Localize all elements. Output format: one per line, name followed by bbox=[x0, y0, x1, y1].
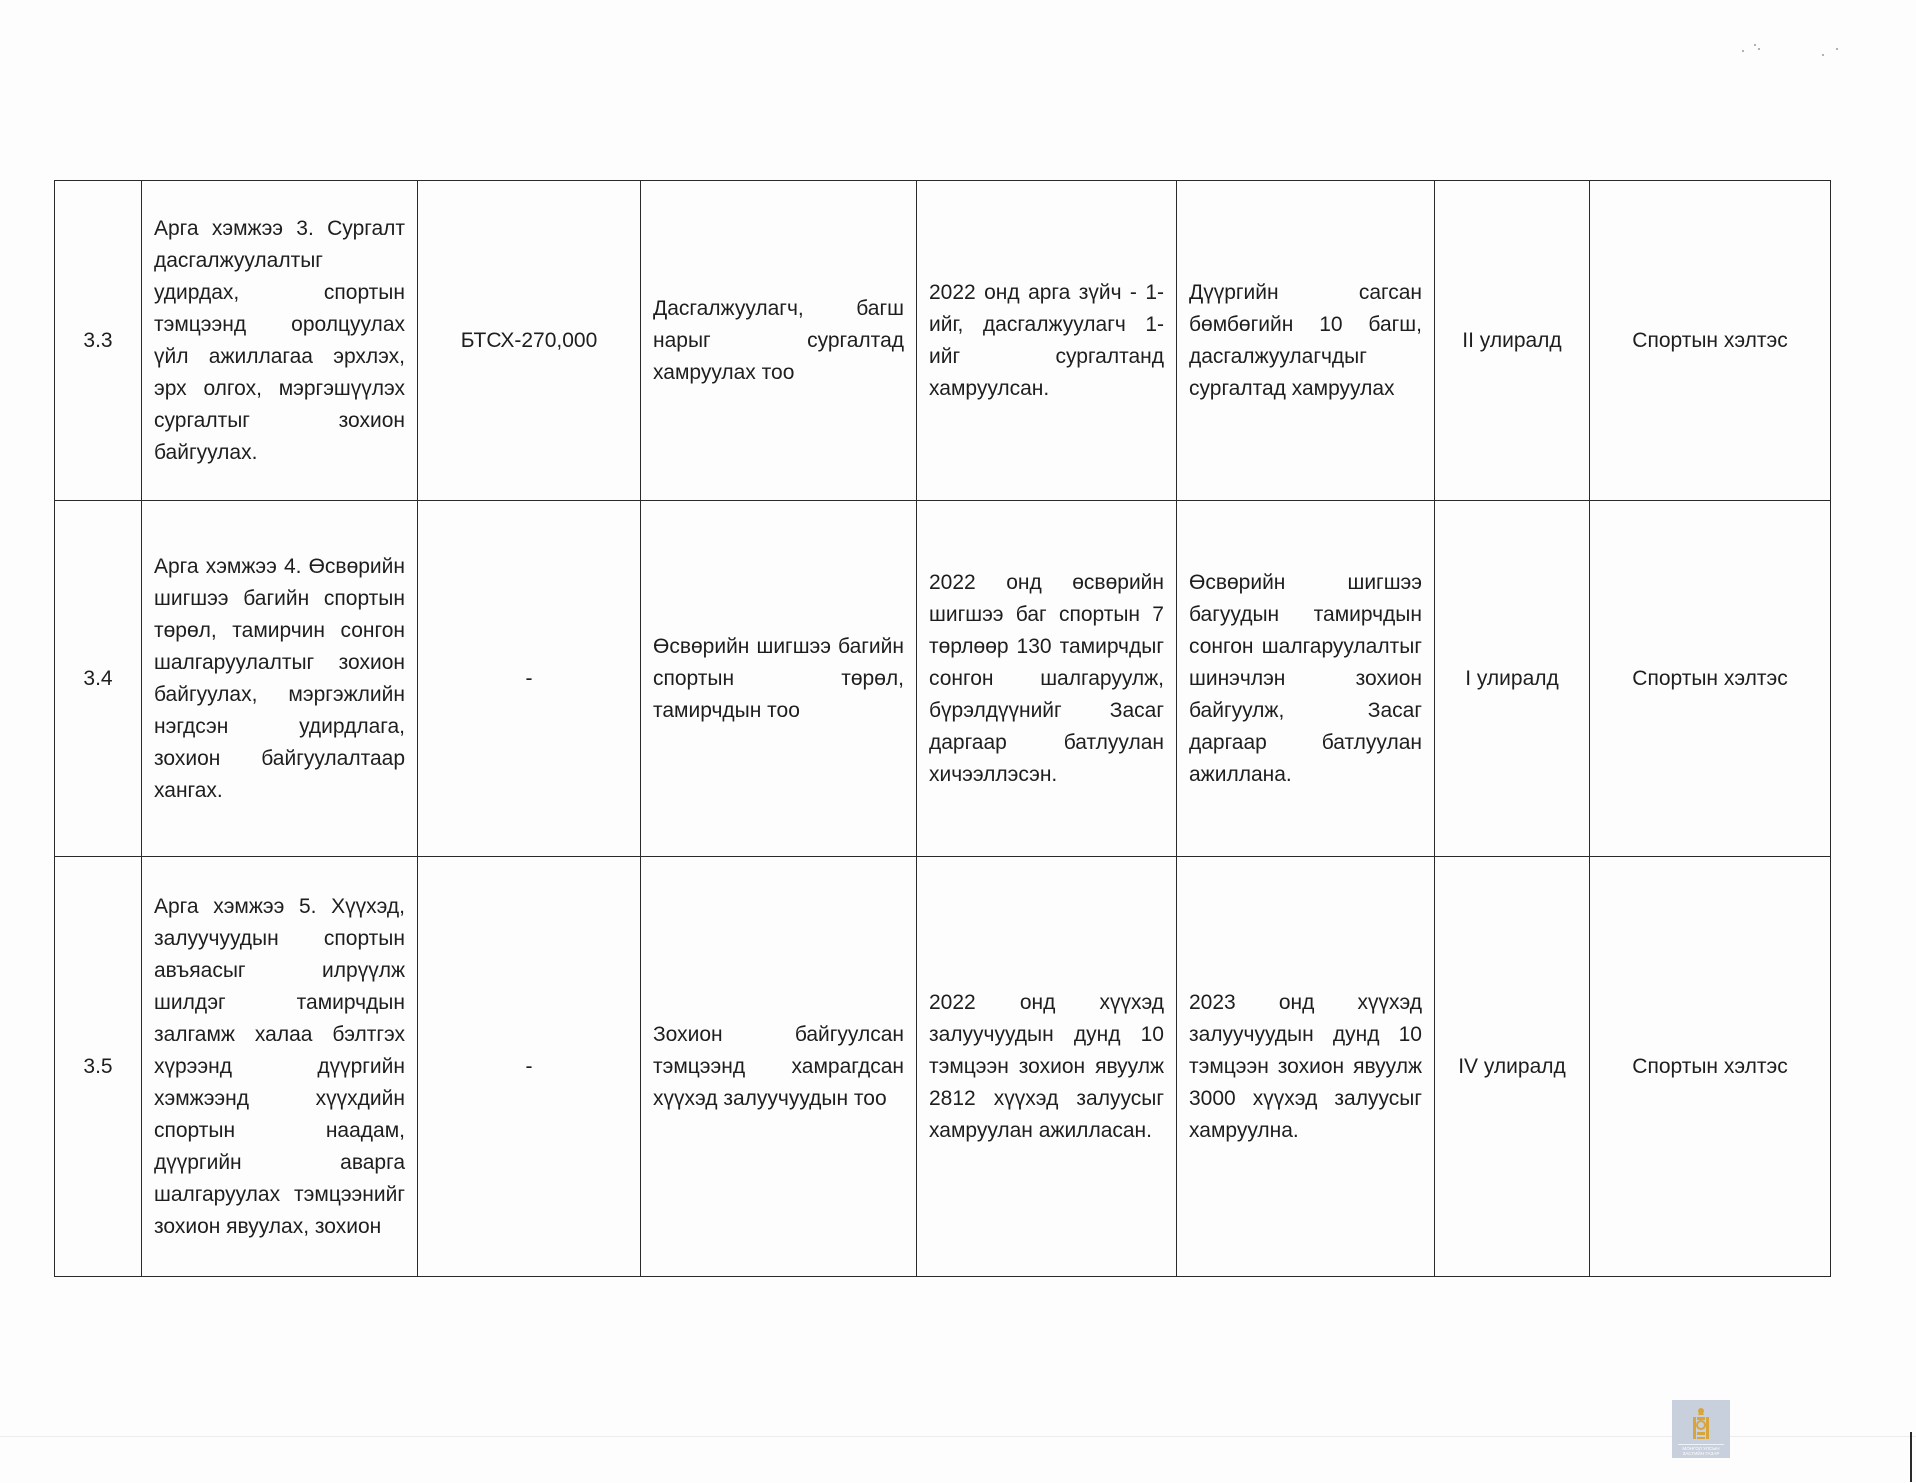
budget-cell: БТСХ-270,000 bbox=[418, 181, 641, 501]
indicator-text: Зохион байгуулсан тэмцээнд хамрагдсан хүүхэд залуучуудын тоо bbox=[653, 1022, 904, 1110]
measure-cell bbox=[142, 501, 418, 857]
baseline-cell bbox=[917, 181, 1177, 501]
quarter-cell: II улиралд bbox=[1435, 181, 1590, 501]
measure-text: Арга хэмжээ 4. Өсвөрийн шигшээ багийн спортын төрөл, тамирчин сонгон шалгаруулалтыг зохион байгуулах, мэргэжлийн нэгдсэн удирдлага, зохион байгуулалтаар хангах. bbox=[154, 554, 405, 802]
budget-cell: - bbox=[418, 501, 641, 857]
scan-specks bbox=[1736, 38, 1856, 68]
target-text: Дүүргийн сагсан бөмбөгийн 10 багш, дасгалжуулагчдыг сургалтад хамруулах bbox=[1189, 280, 1422, 400]
measure-text: Арга хэмжээ 3. Сургалт дасгалжуулалтыг удирдах, спортын тэмцээнд оролцуулах үйл ажиллагаа эрхлэх, эрх олгох, мэргэшүүлэх сургалтыг зохион байгуулах. bbox=[154, 216, 405, 464]
measure-text: Арга хэмжээ 5. Хүүхэд, залуучуудын спортын авъяасыг илрүүлж шилдэг тамирчдын залгамж халаа бэлтгэх хүрээнд дүүргийн хэмжээнд хүүхдийн спортын наадам, дүүргийн аварга шалгаруулах тэмцээнийг зохион явуулах, зохион bbox=[154, 894, 405, 1238]
baseline-cell bbox=[917, 857, 1177, 1277]
soyombo-emblem-icon bbox=[1672, 1400, 1730, 1458]
baseline-text: 2022 онд хүүхэд залуучуудын дунд 10 тэмцээн зохион явуулж 2812 хүүхэд залуусыг хамруулан ажилласан. bbox=[929, 990, 1164, 1142]
indicator-text: Дасгалжуулагч, багш нарыг сургалтад хамруулах тоо bbox=[653, 296, 904, 384]
scan-speck bbox=[1836, 48, 1838, 50]
row-number: 3.5 bbox=[55, 857, 142, 1277]
scan-speck bbox=[1742, 50, 1744, 52]
measure-cell bbox=[142, 181, 418, 501]
measure-cell bbox=[142, 857, 418, 1277]
table-row bbox=[55, 501, 1831, 857]
row-number: 3.4 bbox=[55, 501, 142, 857]
quarter-cell: I улиралд bbox=[1435, 501, 1590, 857]
table-row bbox=[55, 181, 1831, 501]
scan-edge-mark bbox=[1910, 1432, 1912, 1482]
responsible-cell: Спортын хэлтэс bbox=[1590, 501, 1831, 857]
responsible-cell: Спортын хэлтэс bbox=[1590, 181, 1831, 501]
scan-speck bbox=[1758, 48, 1760, 50]
baseline-text: 2022 онд өсвөрийн шигшээ баг спортын 7 төрлөөр 130 тамирчдыг сонгон шалгаруулж, бүрэлдүүнийг Засаг даргаар батлуулан хичээллэсэн. bbox=[929, 570, 1164, 786]
indicator-text: Өсвөрийн шигшээ багийн спортын төрөл, тамирчдын тоо bbox=[653, 634, 904, 722]
seal-caption-line2: ЗАСГИЙН ГАЗАР bbox=[1682, 1451, 1720, 1456]
action-plan-table bbox=[54, 180, 1831, 1277]
baseline-text: 2022 онд арга зүйч - 1-ийг, дасгалжуулагч 1-ийг сургалтанд хамруулсан. bbox=[929, 280, 1164, 400]
seal-caption-line1: МОНГОЛ УЛСЫН bbox=[1682, 1446, 1720, 1451]
quarter-cell: IV улиралд bbox=[1435, 857, 1590, 1277]
budget-cell: - bbox=[418, 857, 641, 1277]
scan-speck bbox=[1754, 44, 1756, 46]
indicator-cell bbox=[641, 181, 917, 501]
indicator-cell bbox=[641, 501, 917, 857]
target-text: 2023 онд хүүхэд залуучуудын дунд 10 тэмцээн зохион явуулж 3000 хүүхэд залуусыг хамруулна. bbox=[1189, 990, 1422, 1142]
scan-fold-line bbox=[0, 1436, 1916, 1437]
target-cell bbox=[1177, 501, 1435, 857]
government-seal bbox=[1672, 1400, 1730, 1458]
table-row bbox=[55, 857, 1831, 1277]
row-number: 3.3 bbox=[55, 181, 142, 501]
scan-speck bbox=[1822, 54, 1824, 56]
responsible-cell: Спортын хэлтэс bbox=[1590, 857, 1831, 1277]
target-cell bbox=[1177, 857, 1435, 1277]
target-text: Өсвөрийн шигшээ багуудын тамирчдын сонгон шалгаруулалтыг шинэчлэн зохион байгуулж, Засаг даргаар батлуулан ажиллана. bbox=[1189, 570, 1422, 786]
baseline-cell bbox=[917, 501, 1177, 857]
target-cell bbox=[1177, 181, 1435, 501]
indicator-cell bbox=[641, 857, 917, 1277]
